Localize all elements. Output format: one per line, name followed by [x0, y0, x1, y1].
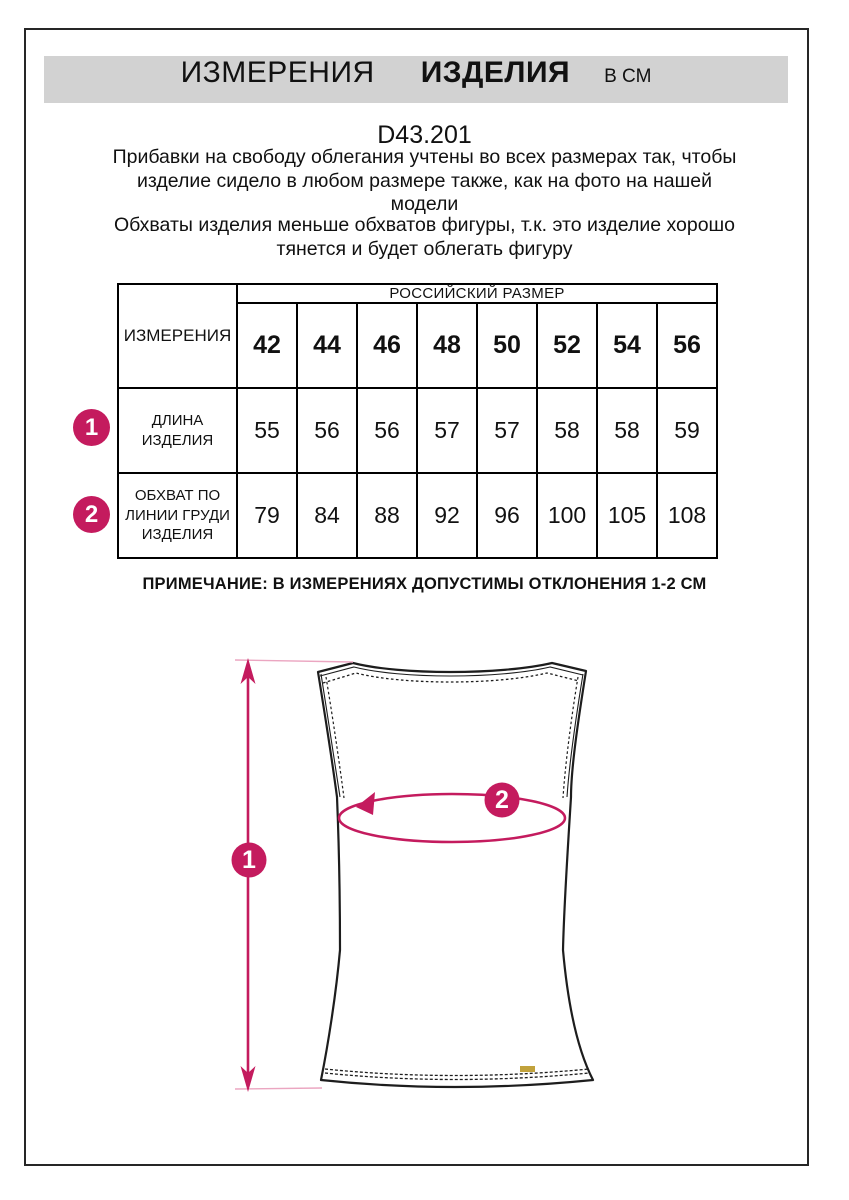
size-system-header: РОССИЙСКИЙ РАЗМЕР [237, 284, 717, 303]
length-value: 59 [657, 388, 717, 473]
measurements-column-header: ИЗМЕРЕНИЯ [118, 284, 237, 388]
size-table [117, 283, 718, 559]
size-col: 54 [597, 303, 657, 388]
table-row-length [118, 388, 717, 473]
size-col: 56 [657, 303, 717, 388]
table-marker-2: 2 [73, 496, 110, 533]
size-col: 50 [477, 303, 537, 388]
size-col: 48 [417, 303, 477, 388]
garment-outline [318, 663, 593, 1087]
chest-value: 92 [417, 473, 477, 558]
page-title [44, 56, 788, 103]
note-text: ПРИМЕЧАНИЕ: В ИЗМЕРЕНИЯХ ДОПУСТИМЫ ОТКЛОНЕНИЯ 1-2 СМ [142, 575, 707, 593]
length-value: 56 [297, 388, 357, 473]
intro-p2-line2: тянется и будет облегать фигуру [276, 237, 573, 260]
length-value: 58 [537, 388, 597, 473]
dim-extension-top [235, 660, 353, 662]
chest-value: 105 [597, 473, 657, 558]
title-word-product: ИЗДЕЛИЯ [420, 56, 571, 89]
intro-p1-line1: Прибавки на свободу облегания учтены во всех размерах так, чтобы [112, 146, 737, 168]
length-value: 55 [237, 388, 297, 473]
size-col: 46 [357, 303, 417, 388]
diagram-marker-1: 1 [242, 846, 256, 874]
length-value: 57 [417, 388, 477, 473]
intro-p2-line1: Обхваты изделия меньше обхватов фигуры, т.к. это изделие хорошо [113, 214, 736, 236]
chest-value: 88 [357, 473, 417, 558]
size-col: 44 [297, 303, 357, 388]
brand-tag [520, 1066, 535, 1072]
row-label-length: ДЛИНА ИЗДЕЛИЯ [118, 388, 237, 473]
garment-diagram [225, 645, 625, 1105]
intro-paragraph-2 [0, 214, 849, 261]
table-marker-1: 1 [73, 409, 110, 446]
chest-value: 108 [657, 473, 717, 558]
length-value: 57 [477, 388, 537, 473]
title-word-measurements: ИЗМЕРЕНИЯ [180, 56, 375, 89]
intro-p1-line3: модели [390, 193, 459, 215]
table-row-chest [118, 473, 717, 558]
chest-value: 84 [297, 473, 357, 558]
intro-p1-line2: изделие сидело в любом размере также, как на фото на нашей [136, 169, 713, 192]
diagram-marker-2: 2 [495, 786, 509, 814]
chest-value: 96 [477, 473, 537, 558]
product-code: D43.201 [377, 121, 472, 149]
row-label-chest: ОБХВАТ ПО ЛИНИИ ГРУДИ ИЗДЕЛИЯ [118, 473, 237, 558]
length-value: 58 [597, 388, 657, 473]
size-col: 42 [237, 303, 297, 388]
intro-paragraph-1 [0, 146, 849, 217]
title-units: В СМ [604, 66, 652, 87]
length-value: 56 [357, 388, 417, 473]
size-col: 52 [537, 303, 597, 388]
chest-value: 79 [237, 473, 297, 558]
chest-value: 100 [537, 473, 597, 558]
